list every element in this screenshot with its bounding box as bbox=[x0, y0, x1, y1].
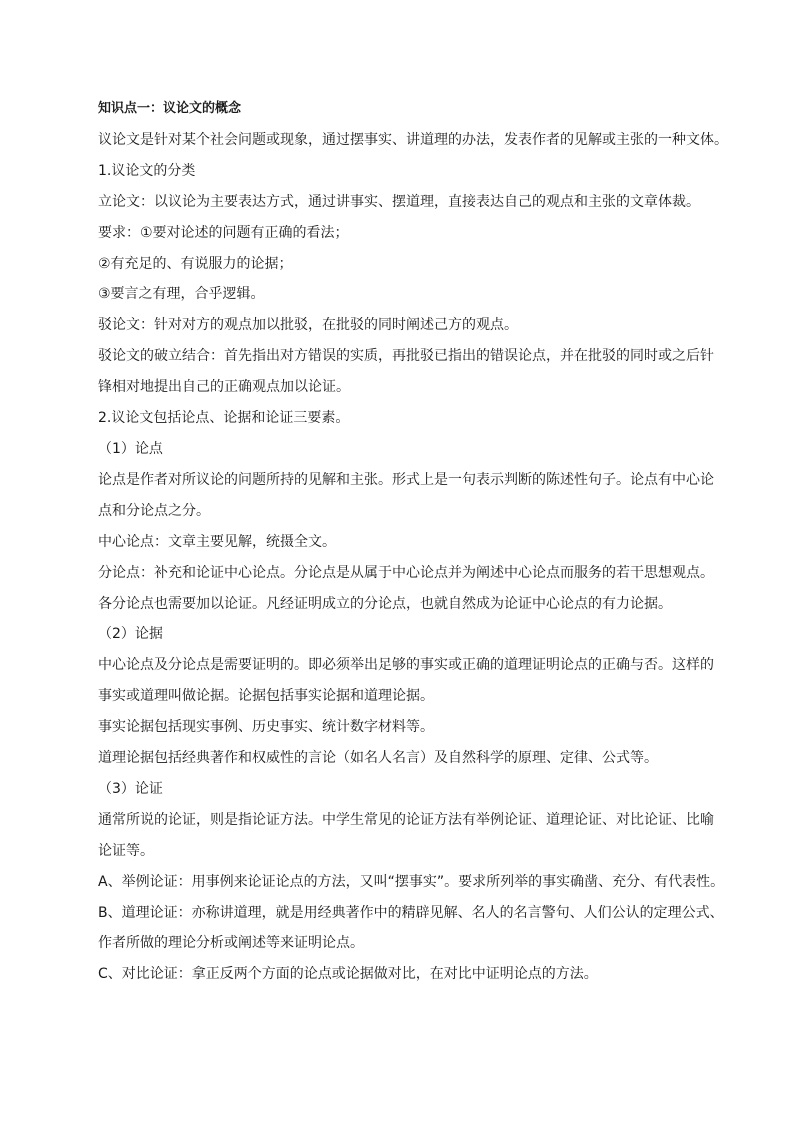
text-line: 议论文是针对某个社会问题或现象，通过摆事实、讲道理的办法，发表作者的见解或主张的一种文体。 bbox=[98, 131, 728, 148]
text-line: A、举例论证：用事例来论证论点的方法，又叫“摆事实”。要求所列举的事实确凿、充分、有代表性。 bbox=[98, 873, 725, 890]
text-line: 论证等。 bbox=[98, 842, 154, 859]
text-line: 中心论点：文章主要见解，统摄全文。 bbox=[98, 533, 336, 550]
text-line: 各分论点也需要加以论证。凡经证明成立的分论点，也就自然成为论证中心论点的有力论据。 bbox=[98, 595, 672, 612]
text-line: （1）论点 bbox=[98, 440, 163, 457]
text-line: ②有充足的、有说服力的论据； bbox=[98, 255, 293, 272]
text-line: 通常所说的论证，则是指论证方法。中学生常见的论证方法有举例论证、道理论证、对比论证、比喻 bbox=[98, 811, 714, 828]
text-line: 锋相对地提出自己的正确观点加以论证。 bbox=[98, 379, 350, 396]
text-line: 立论文：以议论为主要表达方式，通过讲事实、摆道理，直接表达自己的观点和主张的文章体裁。 bbox=[98, 193, 700, 210]
text-line: 论点是作者对所议论的问题所持的见解和主张。形式上是一句表示判断的陈述性句子。论点有中心论 bbox=[98, 471, 714, 488]
text-line: 作者所做的理论分析或阐述等来证明论点。 bbox=[98, 935, 364, 952]
text-line: B、道理论证：亦称讲道理，就是用经典著作中的精辟见解、名人的名言警句、人们公认的定理公式、 bbox=[98, 904, 724, 921]
text-line: 事实或道理叫做论据。论据包括事实论据和道理论据。 bbox=[98, 688, 434, 705]
text-line: 驳论文的破立结合：首先指出对方错误的实质，再批驳已指出的错误论点，并在批驳的同时或之后针 bbox=[98, 348, 714, 365]
text-line: C、对比论证：拿正反两个方面的论点或论据做对比，在对比中证明论点的方法。 bbox=[98, 966, 598, 983]
text-line: ③要言之有理，合乎逻辑。 bbox=[98, 286, 265, 303]
text-line: 事实论据包括现实事例、历史事实、统计数字材料等。 bbox=[98, 719, 434, 736]
text-line: 1.议论文的分类 bbox=[98, 162, 196, 179]
text-line: 驳论文：针对对方的观点加以批驳，在批驳的同时阐述己方的观点。 bbox=[98, 317, 518, 334]
text-line: （3）论证 bbox=[98, 780, 163, 797]
text-line: 2.议论文包括论点、论据和论证三要素。 bbox=[98, 410, 350, 427]
document-body bbox=[98, 94, 738, 990]
text-line: 要求：①要对论述的问题有正确的看法； bbox=[98, 224, 349, 241]
text-line: 点和分论点之分。 bbox=[98, 502, 210, 519]
text-line: 分论点：补充和论证中心论点。分论点是从属于中心论点并为阐述中心论点而服务的若干思想观点。 bbox=[98, 564, 714, 581]
text-line: （2）论据 bbox=[98, 626, 163, 643]
text-line: 道理论据包括经典著作和权威性的言论（如名人名言）及自然科学的原理、定律、公式等。 bbox=[98, 750, 658, 767]
text-line: 中心论点及分论点是需要证明的。即必须举出足够的事实或正确的道理证明论点的正确与否。这样的 bbox=[98, 657, 714, 674]
section-heading: 知识点一：议论文的概念 bbox=[98, 101, 242, 116]
